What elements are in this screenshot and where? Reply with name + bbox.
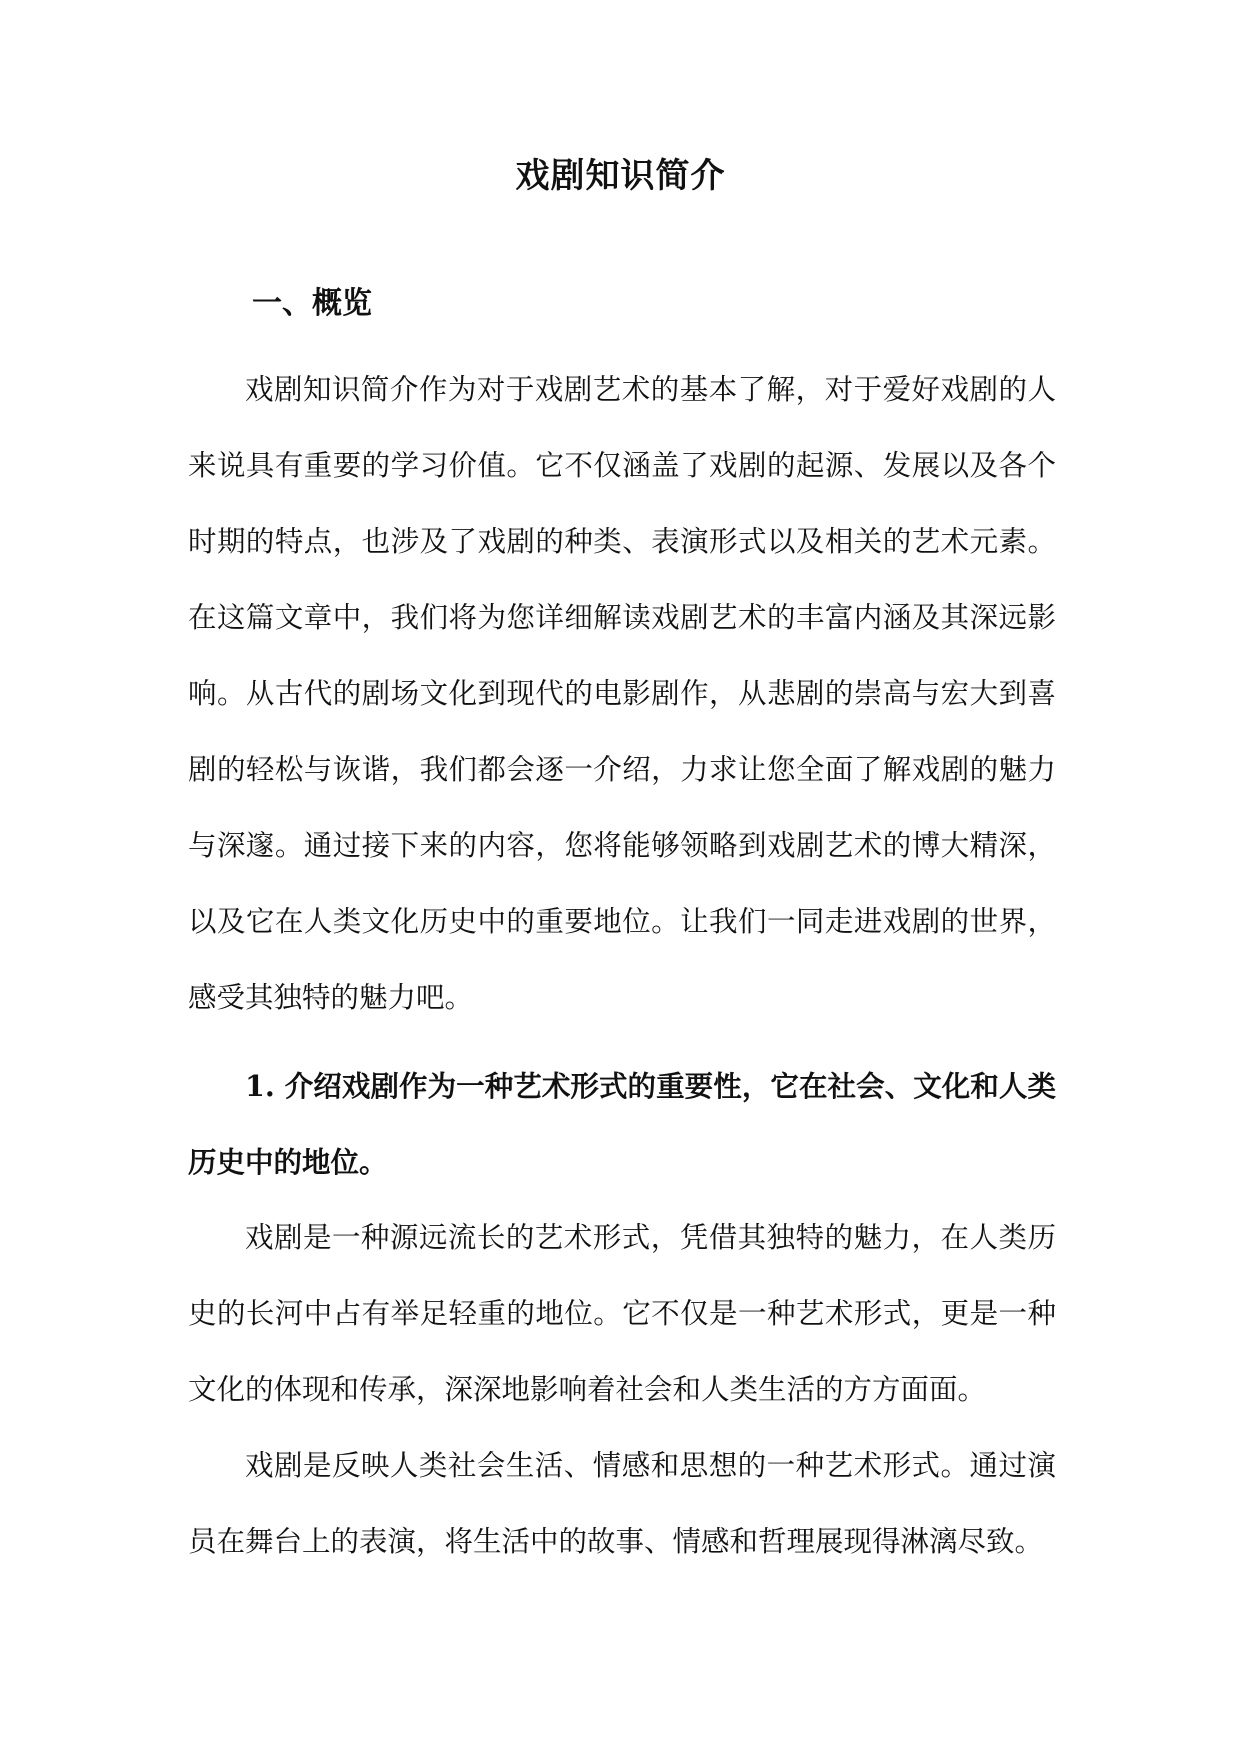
overview-paragraph: 戏剧知识简介作为对于戏剧艺术的基本了解，对于爱好戏剧的人来说具有重要的学习价值。它不仅涵盖了戏剧的起源、发展以及各个时期的特点，也涉及了戏剧的种类、表演形式以及相关的艺术元素。在这篇文章中，我们将为您详细解读戏剧艺术的丰富内涵及其深远影响。从古代的剧场文化到现代的电影剧作，从悲剧的崇高与宏大到喜剧的轻松与诙谐，我们都会逐一介绍，力求让您全面了解戏剧的魅力与深邃。通过接下来的内容，您将能够领略到戏剧艺术的博大精深，以及它在人类文化历史中的重要地位。让我们一同走进戏剧的世界，感受其独特的魅力吧。 xyxy=(188,373,1056,1014)
reflection-paragraph: 戏剧是反映人类社会生活、情感和思想的一种艺术形式。通过演员在舞台上的表演，将生活中的故事、情感和哲理展现得淋漓尽致。 xyxy=(188,1449,1056,1558)
document-title: 戏剧知识简介 xyxy=(515,156,726,196)
subheading-importance: 1. 介绍戏剧作为一种艺术形式的重要性，它在社会、文化和人类历史中的地位。 xyxy=(188,1069,1056,1179)
importance-paragraph: 戏剧是一种源远流长的艺术形式，凭借其独特的魅力，在人类历史的长河中占有举足轻重的地位。它不仅是一种艺术形式，更是一种文化的体现和传承，深深地影响着社会和人类生活的方方面面。 xyxy=(188,1221,1056,1406)
section-heading-overview: 一、概览 xyxy=(252,286,372,321)
